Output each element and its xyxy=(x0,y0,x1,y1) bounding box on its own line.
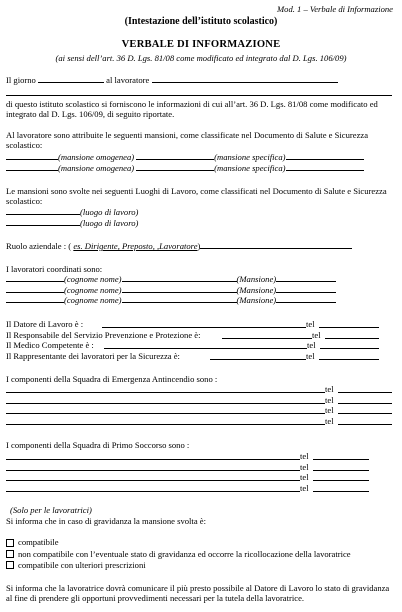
mansione-specifica-label: (mansione specifica) xyxy=(214,152,286,162)
coordinati-intro: I lavoratori coordinati sono: xyxy=(6,264,103,274)
checkbox[interactable] xyxy=(6,561,14,569)
primo-soccorso-block xyxy=(6,451,394,493)
primo-soccorso-name-field[interactable] xyxy=(6,463,300,471)
option-non-compatibile[interactable] xyxy=(6,548,394,559)
primo-soccorso-tel-field[interactable] xyxy=(313,484,369,492)
checkbox[interactable] xyxy=(6,539,14,547)
ruolo-suffix: ) xyxy=(197,241,201,251)
antincendio-tel-field[interactable] xyxy=(338,385,392,393)
mansione-extra-field[interactable] xyxy=(276,285,336,293)
tel-label: tel xyxy=(307,340,316,351)
rls-label: Il Rappresentante dei lavoratori per la Sicurezza è: xyxy=(6,350,180,361)
rspp-label: Il Responsabile del Servizio Prevenzione e Protezione è: xyxy=(6,329,201,340)
cognome-label: (cognome nome) xyxy=(64,274,122,284)
mansione-field[interactable] xyxy=(122,295,237,303)
checkbox[interactable] xyxy=(6,550,14,558)
primo-soccorso-row xyxy=(6,483,394,494)
primo-soccorso-tel-field[interactable] xyxy=(313,473,369,481)
mansione-omogenea-label: (mansione omogenea) xyxy=(58,152,135,162)
ruolo-field[interactable] xyxy=(197,241,352,251)
antincendio-tel-field[interactable] xyxy=(338,406,392,414)
antincendio-block xyxy=(6,384,394,426)
cognome-field[interactable] xyxy=(6,274,64,282)
mansione-specifica-field[interactable] xyxy=(136,152,214,160)
tel-label: tel xyxy=(300,482,309,493)
antincendio-row xyxy=(6,416,394,427)
tel-label: tel xyxy=(325,405,334,416)
cognome-field[interactable] xyxy=(6,295,64,303)
module-label: Mod. 1 – Verbale di Informazione xyxy=(276,4,393,14)
mansione-omogenea-field[interactable] xyxy=(6,163,58,171)
luogo-label: (luogo di lavoro) xyxy=(80,207,139,217)
rls-row xyxy=(6,351,394,362)
tel-label: tel xyxy=(325,384,334,394)
cognome-label: (cognome nome) xyxy=(64,284,122,295)
ruolo-prefix: Ruolo aziendale : ( xyxy=(6,241,72,251)
rspp-row xyxy=(6,330,394,341)
ruolo-example: es. Dirigente, Preposto, ,Lavoratore xyxy=(73,241,198,251)
institute-heading: (Intestazione dell’istituto scolastico) xyxy=(124,16,278,27)
mansione-specifica-label: (mansione specifica) xyxy=(214,162,286,173)
mansione-label: (Mansione) xyxy=(236,295,277,306)
primo-soccorso-row xyxy=(6,472,394,483)
mansioni-block xyxy=(6,152,394,173)
mansione-extra-field[interactable] xyxy=(286,163,364,171)
mansione-label: (Mansione) xyxy=(236,274,277,284)
mansioni-intro: Al lavoratore sono attribuite le seguenti mansioni, come classificate nel Documento di Salute e Sicurezza scolastico: xyxy=(6,130,369,151)
blank-line xyxy=(6,88,394,98)
primo-soccorso-tel-field[interactable] xyxy=(313,463,369,471)
cognome-label: (cognome nome) xyxy=(64,295,122,306)
antincendio-name-field[interactable] xyxy=(6,385,325,393)
mansione-omogenea-field[interactable] xyxy=(6,152,58,160)
lavoratore-field[interactable] xyxy=(152,75,338,83)
mansione-field[interactable] xyxy=(122,274,237,282)
luoghi-block xyxy=(6,207,394,228)
date-line xyxy=(6,75,394,86)
mansione-label: (Mansione) xyxy=(236,284,277,295)
coordinati-block xyxy=(6,274,394,306)
mansione-specifica-field[interactable] xyxy=(136,163,214,171)
coordinato-row xyxy=(6,274,394,285)
rspp-tel-field[interactable] xyxy=(325,331,379,339)
option-compatibile[interactable] xyxy=(6,537,394,548)
ruoli-block xyxy=(6,319,394,361)
luogo-field[interactable] xyxy=(6,218,80,226)
primo-soccorso-name-field[interactable] xyxy=(6,473,300,481)
antincendio-row xyxy=(6,384,394,395)
antincendio-row xyxy=(6,405,394,416)
tel-label: tel xyxy=(312,329,321,340)
rls-field[interactable] xyxy=(210,352,306,360)
luogo-label: (luogo di lavoro) xyxy=(80,217,139,228)
luogo-row xyxy=(6,218,394,229)
option-label: compatibile con ulteriori prescrizioni xyxy=(18,560,146,571)
datore-label: Il Datore di Lavoro è : xyxy=(6,319,84,329)
antincendio-intro: I componenti della Squadra di Emergenza Antincendio sono : xyxy=(6,374,218,384)
giorno-label: Il giorno xyxy=(6,75,36,85)
medico-row xyxy=(6,340,394,351)
cognome-field[interactable] xyxy=(6,285,64,293)
blank-field[interactable] xyxy=(6,88,392,96)
luogo-field[interactable] xyxy=(6,207,80,215)
datore-field[interactable] xyxy=(102,320,306,328)
page-subtitle: (ai sensi dell’art. 36 D. Lgs. 81/08 come modificato ed integrato dal D. Lgs. 106/09) xyxy=(55,53,347,63)
mansione-row xyxy=(6,152,394,163)
info-paragraph: di questo istituto scolastico si forniscono le informazioni di cui all’art. 36 D. Lgs. 81/08 come modificato ed integrato dal D. Lgs. 106/09, di seguito riportate. xyxy=(6,99,378,120)
lavoratrici-note: (Solo per le lavoratrici) xyxy=(10,505,92,515)
luoghi-intro: Le mansioni sono svolte nei seguenti Luoghi di Lavoro, come classificati nel Documento di Salute e Sicurezza scolastico: xyxy=(6,186,387,207)
antincendio-name-field[interactable] xyxy=(6,406,325,414)
medico-field[interactable] xyxy=(104,341,307,349)
antincendio-row xyxy=(6,395,394,406)
primo-soccorso-tel-field[interactable] xyxy=(313,452,369,460)
primo-soccorso-name-field[interactable] xyxy=(6,484,300,492)
tel-label: tel xyxy=(325,394,334,405)
mansione-extra-field[interactable] xyxy=(276,295,336,303)
coordinato-row xyxy=(6,295,394,306)
rls-tel-field[interactable] xyxy=(319,352,379,360)
tel-label: tel xyxy=(306,319,315,329)
antincendio-tel-field[interactable] xyxy=(338,396,392,404)
mansione-field[interactable] xyxy=(122,285,237,293)
gravidanza-closing: Si informa che la lavoratrice dovrà comunicare il più presto possibile al Datore di Lavoro lo stato di gravidanza al fine di prendere gli opportuni provvedimenti necessari per la tutela della lavoratrice. xyxy=(6,583,390,604)
option-prescrizioni[interactable] xyxy=(6,560,394,571)
gravidanza-options xyxy=(6,537,394,571)
page-title: VERBALE DI INFORMAZIONE xyxy=(121,39,281,50)
datore-row xyxy=(6,319,394,330)
rspp-field[interactable] xyxy=(222,331,312,339)
mansione-extra-field[interactable] xyxy=(286,152,364,160)
mansione-extra-field[interactable] xyxy=(276,274,336,282)
primo-soccorso-row xyxy=(6,451,394,462)
antincendio-name-field[interactable] xyxy=(6,396,325,404)
antincendio-tel-field[interactable] xyxy=(338,417,392,425)
primo-soccorso-name-field[interactable] xyxy=(6,452,300,460)
tel-label: tel xyxy=(325,415,334,426)
option-label: non compatibile con l’eventuale stato di gravidanza ed occorre la ricollocazione della lavoratrice xyxy=(18,548,351,559)
coordinato-row xyxy=(6,285,394,296)
datore-tel-field[interactable] xyxy=(319,320,379,328)
tel-label: tel xyxy=(300,461,309,472)
primo-soccorso-intro: I componenti della Squadra di Primo Soccorso sono : xyxy=(6,440,190,450)
ruolo-line xyxy=(6,241,394,252)
mansione-omogenea-label: (mansione omogenea) xyxy=(58,162,135,173)
medico-label: Il Medico Competente è : xyxy=(6,340,94,351)
mansione-row xyxy=(6,163,394,174)
medico-tel-field[interactable] xyxy=(320,341,379,349)
antincendio-name-field[interactable] xyxy=(6,417,325,425)
primo-soccorso-row xyxy=(6,462,394,473)
giorno-field[interactable] xyxy=(38,75,104,83)
option-label: compatibile xyxy=(18,537,59,548)
tel-label: tel xyxy=(300,472,309,483)
tel-label: tel xyxy=(300,451,309,461)
gravidanza-intro: Si informa che in caso di gravidanza la mansione svolta è: xyxy=(6,516,206,526)
luogo-row xyxy=(6,207,394,218)
lavoratore-label: al lavoratore xyxy=(106,75,150,85)
tel-label: tel xyxy=(306,350,315,361)
